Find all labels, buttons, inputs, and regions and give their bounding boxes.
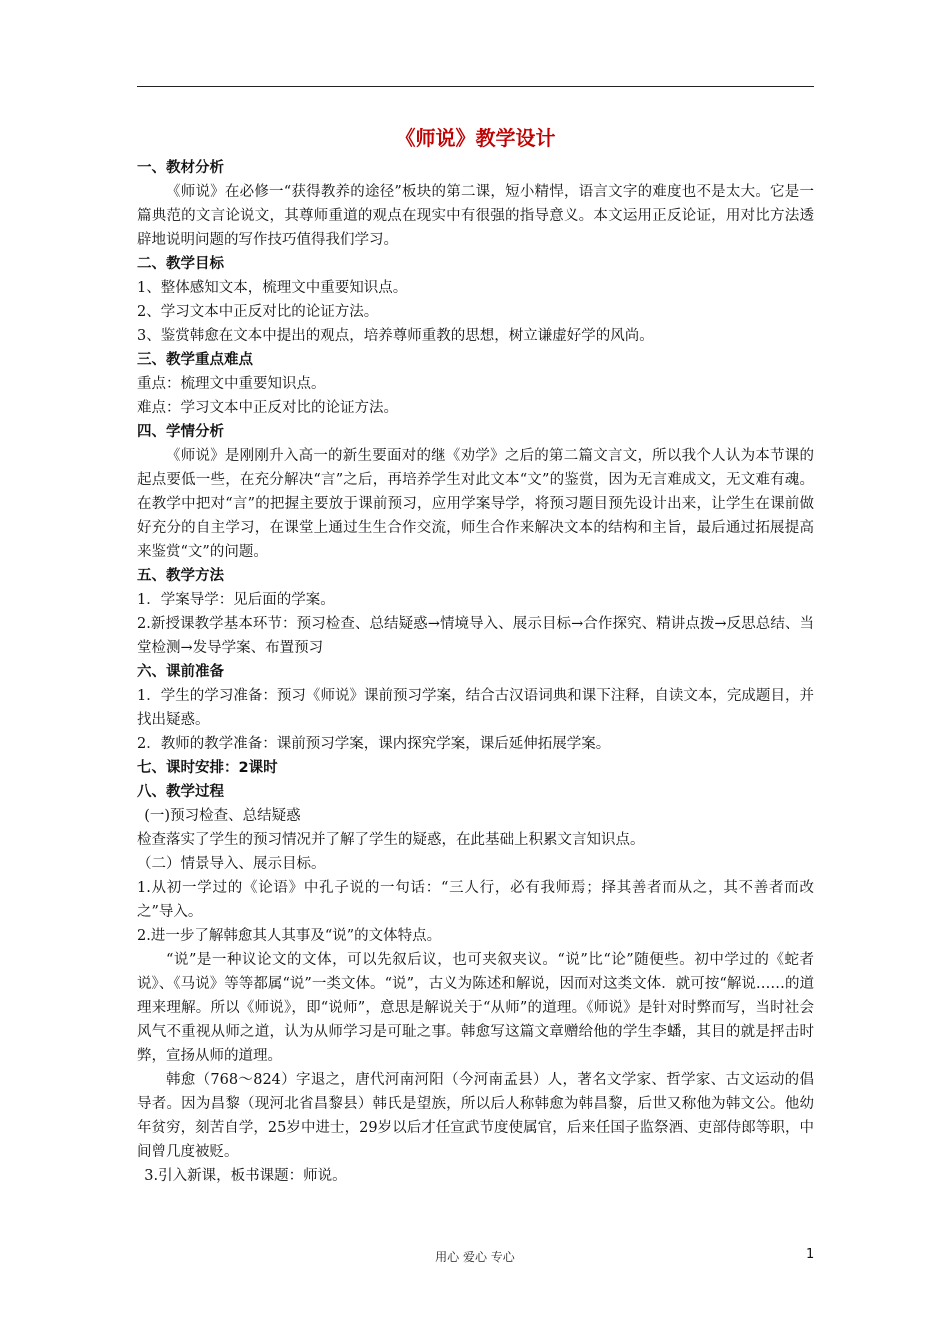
document-body bbox=[137, 124, 814, 1188]
key-point: 重点：梳理文中重要知识点。 bbox=[137, 376, 326, 392]
process-subheading-1: (一)预习检查、总结疑惑 bbox=[144, 808, 301, 824]
process-item: 3.引入新课，板书课题：师说。 bbox=[144, 1168, 347, 1184]
section-heading-8: 八、教学过程 bbox=[137, 784, 224, 800]
section-heading-5: 五、教学方法 bbox=[137, 568, 224, 584]
goal-item: 1、整体感知文本，梳理文中重要知识点。 bbox=[137, 280, 408, 296]
prep-item: 1．学生的学习准备：预习《师说》课前预习学案，结合古汉语词典和课下注释，自读文本，完成题目，并找出疑惑。 bbox=[137, 688, 814, 728]
prep-item: 2．教师的教学准备：课前预习学案，课内探究学案，课后延伸拓展学案。 bbox=[137, 736, 611, 752]
method-item: 2.新授课教学基本环节：预习检查、总结疑惑→情境导入、展示目标→合作探究、精讲点拨→反思总结、当堂检测→发导学案、布置预习 bbox=[137, 616, 814, 656]
document-title: 《师说》教学设计 bbox=[395, 126, 556, 150]
method-item: 1．学案导学：见后面的学案。 bbox=[137, 592, 335, 608]
goal-item: 2、学习文本中正反对比的论证方法。 bbox=[137, 304, 379, 320]
page-number: 1 bbox=[806, 1247, 815, 1262]
section-heading-7: 七、课时安排：2课时 bbox=[137, 760, 278, 776]
page-footer: 用心 爱心 专心 bbox=[435, 1250, 515, 1264]
hanyu-paragraph: 韩愈（768～824）字退之，唐代河南河阳（今河南孟县）人，著名文学家、哲学家、古文运动的倡导者。因为昌黎（现河北省昌黎县）韩氏是望族，所以后人称韩愈为韩昌黎，后世又称他为韩文公。他幼年贫穷，刻苦自学，25岁中进士，29岁以后才任宣武节度使属官，后来任国子监祭酒、吏部侍郎等职，中间曾几度被贬。 bbox=[137, 1072, 814, 1160]
section-heading-2: 二、教学目标 bbox=[137, 256, 224, 272]
difficult-point: 难点：学习文本中正反对比的论证方法。 bbox=[137, 400, 398, 416]
section-heading-6: 六、课前准备 bbox=[137, 664, 224, 680]
section-1-paragraph: 《师说》在必修一“获得教养的途径”板块的第二课，短小精悍，语言文字的难度也不是太大。它是一篇典范的文言论说文，其尊师重道的观点在现实中有很强的指导意义。本文运用正反论证，用对比方法透辟地说明问题的写作技巧值得我们学习。 bbox=[137, 184, 814, 248]
section-heading-1: 一、教材分析 bbox=[137, 160, 224, 176]
process-item: 2.进一步了解韩愈其人其事及“说”的文体特点。 bbox=[137, 928, 442, 944]
header-rule bbox=[137, 86, 814, 87]
section-heading-3: 三、教学重点难点 bbox=[137, 352, 253, 368]
shuo-paragraph: “说”是一种议论文的文体，可以先叙后议，也可夹叙夹议。“说”比“论”随便些。初中学过的《蛇者说》、《马说》等等都属“说”一类文体。“说”，古义为陈述和解说，因而对这类文体．就可按“解说……的道理来理解。所以《师说》，即“说师”，意思是解说关于“从师”的道理。《师说》是针对时弊而写，当时社会风气不重视从师之道，认为从师学习是可耻之事。韩愈写这篇文章赠给他的学生李蟠，其目的就是抨击时弊，宣扬从师的道理。 bbox=[137, 952, 814, 1064]
section-heading-4: 四、学情分析 bbox=[137, 424, 224, 440]
section-4-paragraph: 《师说》是刚刚升入高一的新生要面对的继《劝学》之后的第二篇文言文，所以我个人认为本节课的起点要低一些，在充分解决“言”之后，再培养学生对此文本“文”的鉴赏，因为无言难成文，无文难有魂。在教学中把对“言”的把握主要放于课前预习，应用学案导学，将预习题目预先设计出来，让学生在课前做好充分的自主学习，在课堂上通过生生合作交流，师生合作来解决文本的结构和主旨，最后通过拓展提高来鉴赏“文”的问题。 bbox=[137, 448, 814, 560]
process-item: 1.从初一学过的《论语》中孔子说的一句话：“三人行，必有我师焉；择其善者而从之，其不善者而改之”导入。 bbox=[137, 880, 814, 920]
process-text: 检查落实了学生的预习情况并了解了学生的疑惑，在此基础上积累文言知识点。 bbox=[137, 832, 645, 848]
goal-item: 3、鉴赏韩愈在文本中提出的观点，培养尊师重教的思想，树立谦虚好学的风尚。 bbox=[137, 328, 654, 344]
process-subheading-2: （二）情景导入、展示目标。 bbox=[137, 856, 326, 872]
